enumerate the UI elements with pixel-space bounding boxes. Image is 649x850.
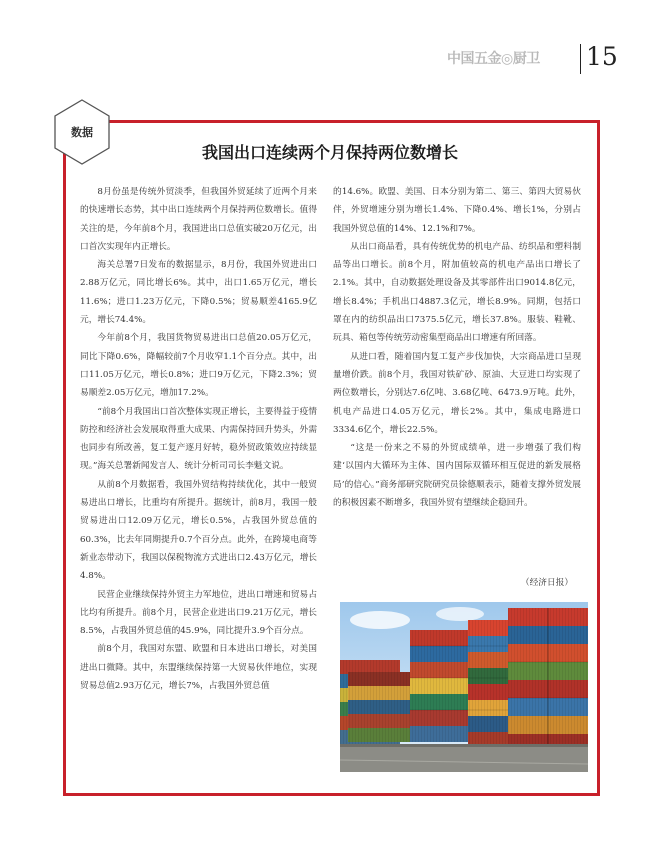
paragraph: 今年前8个月，我国货物贸易进出口总值20.05万亿元，同比下降0.6%，降幅较前7个月收窄1.1个百分点。其中，出口11.05万亿元，增长0.8%；进口9万亿元，下降2.3%；贸易顺差2.05万亿元，增加17.2%。 <box>80 333 317 399</box>
article-column-left <box>80 183 317 695</box>
header-divider <box>580 44 581 74</box>
paragraph: 海关总署7日发布的数据显示，8月份，我国外贸进出口2.88万亿元，同比增长6%。其中，出口1.65万亿元，增长11.6%；进口1.23万亿元，下降0.5%；贸易顺差4165.9亿元，增长74.4%。 <box>80 260 317 326</box>
article-title: 我国出口连续两个月保持两位数增长 <box>201 143 458 162</box>
paragraph: 从进口看，随着国内复工复产步伐加快，大宗商品进口呈现量增价跌。前8个月，我国对铁矿砂、原油、大豆进口均实现了两位数增长，分别达7.6亿吨、3.68亿吨、6473.9万吨。此外，机电产品进口4.05万亿元，增长2%。其中，集成电路进口3334.6亿个，增长22.5%。 <box>333 351 581 435</box>
section-label: 数据 <box>71 126 93 139</box>
magazine-logo: 中国五金◎厨卫 <box>447 51 540 67</box>
paragraph: 民营企业继续保持外贸主力军地位，进出口增速和贸易占比均有所提升。前8个月，民营企业进出口9.21万亿元，增长8.5%，占我国外贸总值的45.9%，同比提升3.9个百分点。 <box>80 589 317 637</box>
article-source: （经济日报） <box>520 578 573 588</box>
paragraph: 8月份虽是传统外贸淡季，但我国外贸延续了近两个月来的快速增长态势，其中出口连续两个月保持两位数增长。值得关注的是，今年前8个月，我国进出口总值实破20万亿元，出口首次实现年内正增长。 <box>80 187 317 252</box>
paragraph: 从前8个月数据看，我国外贸结构持续优化，其中一般贸易进出口增长，比重均有所提升。据统计，前8月，我国一般贸易进出口12.09万亿元，增长0.5%，占我国外贸总值的60.3%，比去年同期提升0.7个百分点。此外，在跨境电商等新业态带动下，我国以保税物流方式进出口2.43万亿元，增长4.8%。 <box>80 479 317 582</box>
article-column-right <box>333 183 581 512</box>
paragraph: “这是一份来之不易的外贸成绩单，进一步增强了我们构建‘以国内大循环为主体、国内国际双循环相互促进的新发展格局’的信心。”商务部研究院研究员徐德顺表示，随着支撑外贸发展的积极因素不断增多，我国外贸有望继续企稳回升。 <box>333 443 581 509</box>
paragraph: 前8个月，我国对东盟、欧盟和日本进出口增长，对美国进出口微降。其中，东盟继续保持第一大贸易伙伴地位，实现贸易总值2.93万亿元，增长7%，占我国外贸总值 <box>80 644 317 692</box>
page-number: 15 <box>586 42 618 71</box>
paragraph-continuation: 的14.6%。欧盟、美国、日本分别为第二、第三、第四大贸易伙伴，外贸增速分别为增长1.4%、下降0.4%、增长1%，分别占我国外贸总值的14%、12.1%和7%。 <box>333 187 581 234</box>
paragraph: 从出口商品看，具有传统优势的机电产品、纺织品和塑料制品等出口增长。前8个月，附加值较高的机电产品出口增长了2.1%。其中，自动数据处理设备及其零部件出口9014.8亿元，增长8.4%；手机出口4887.3亿元，增长8.9%。同期，包括口罩在内的纺织品出口7375.5亿元，增长37.8%。服装、鞋靴、玩具、箱包等传统劳动密集型商品出口增速有所回落。 <box>333 241 581 344</box>
shipping-containers-photo <box>340 602 588 772</box>
paragraph: “前8个月我国出口首次整体实现正增长，主要得益于疫情防控和经济社会发展取得重大成果、内需保持回升势头，外需也同步有所改善，复工复产逐月好转，稳外贸政策效应持续显现。”海关总署新闻发言人、统计分析司司长李魁文说。 <box>80 406 317 472</box>
